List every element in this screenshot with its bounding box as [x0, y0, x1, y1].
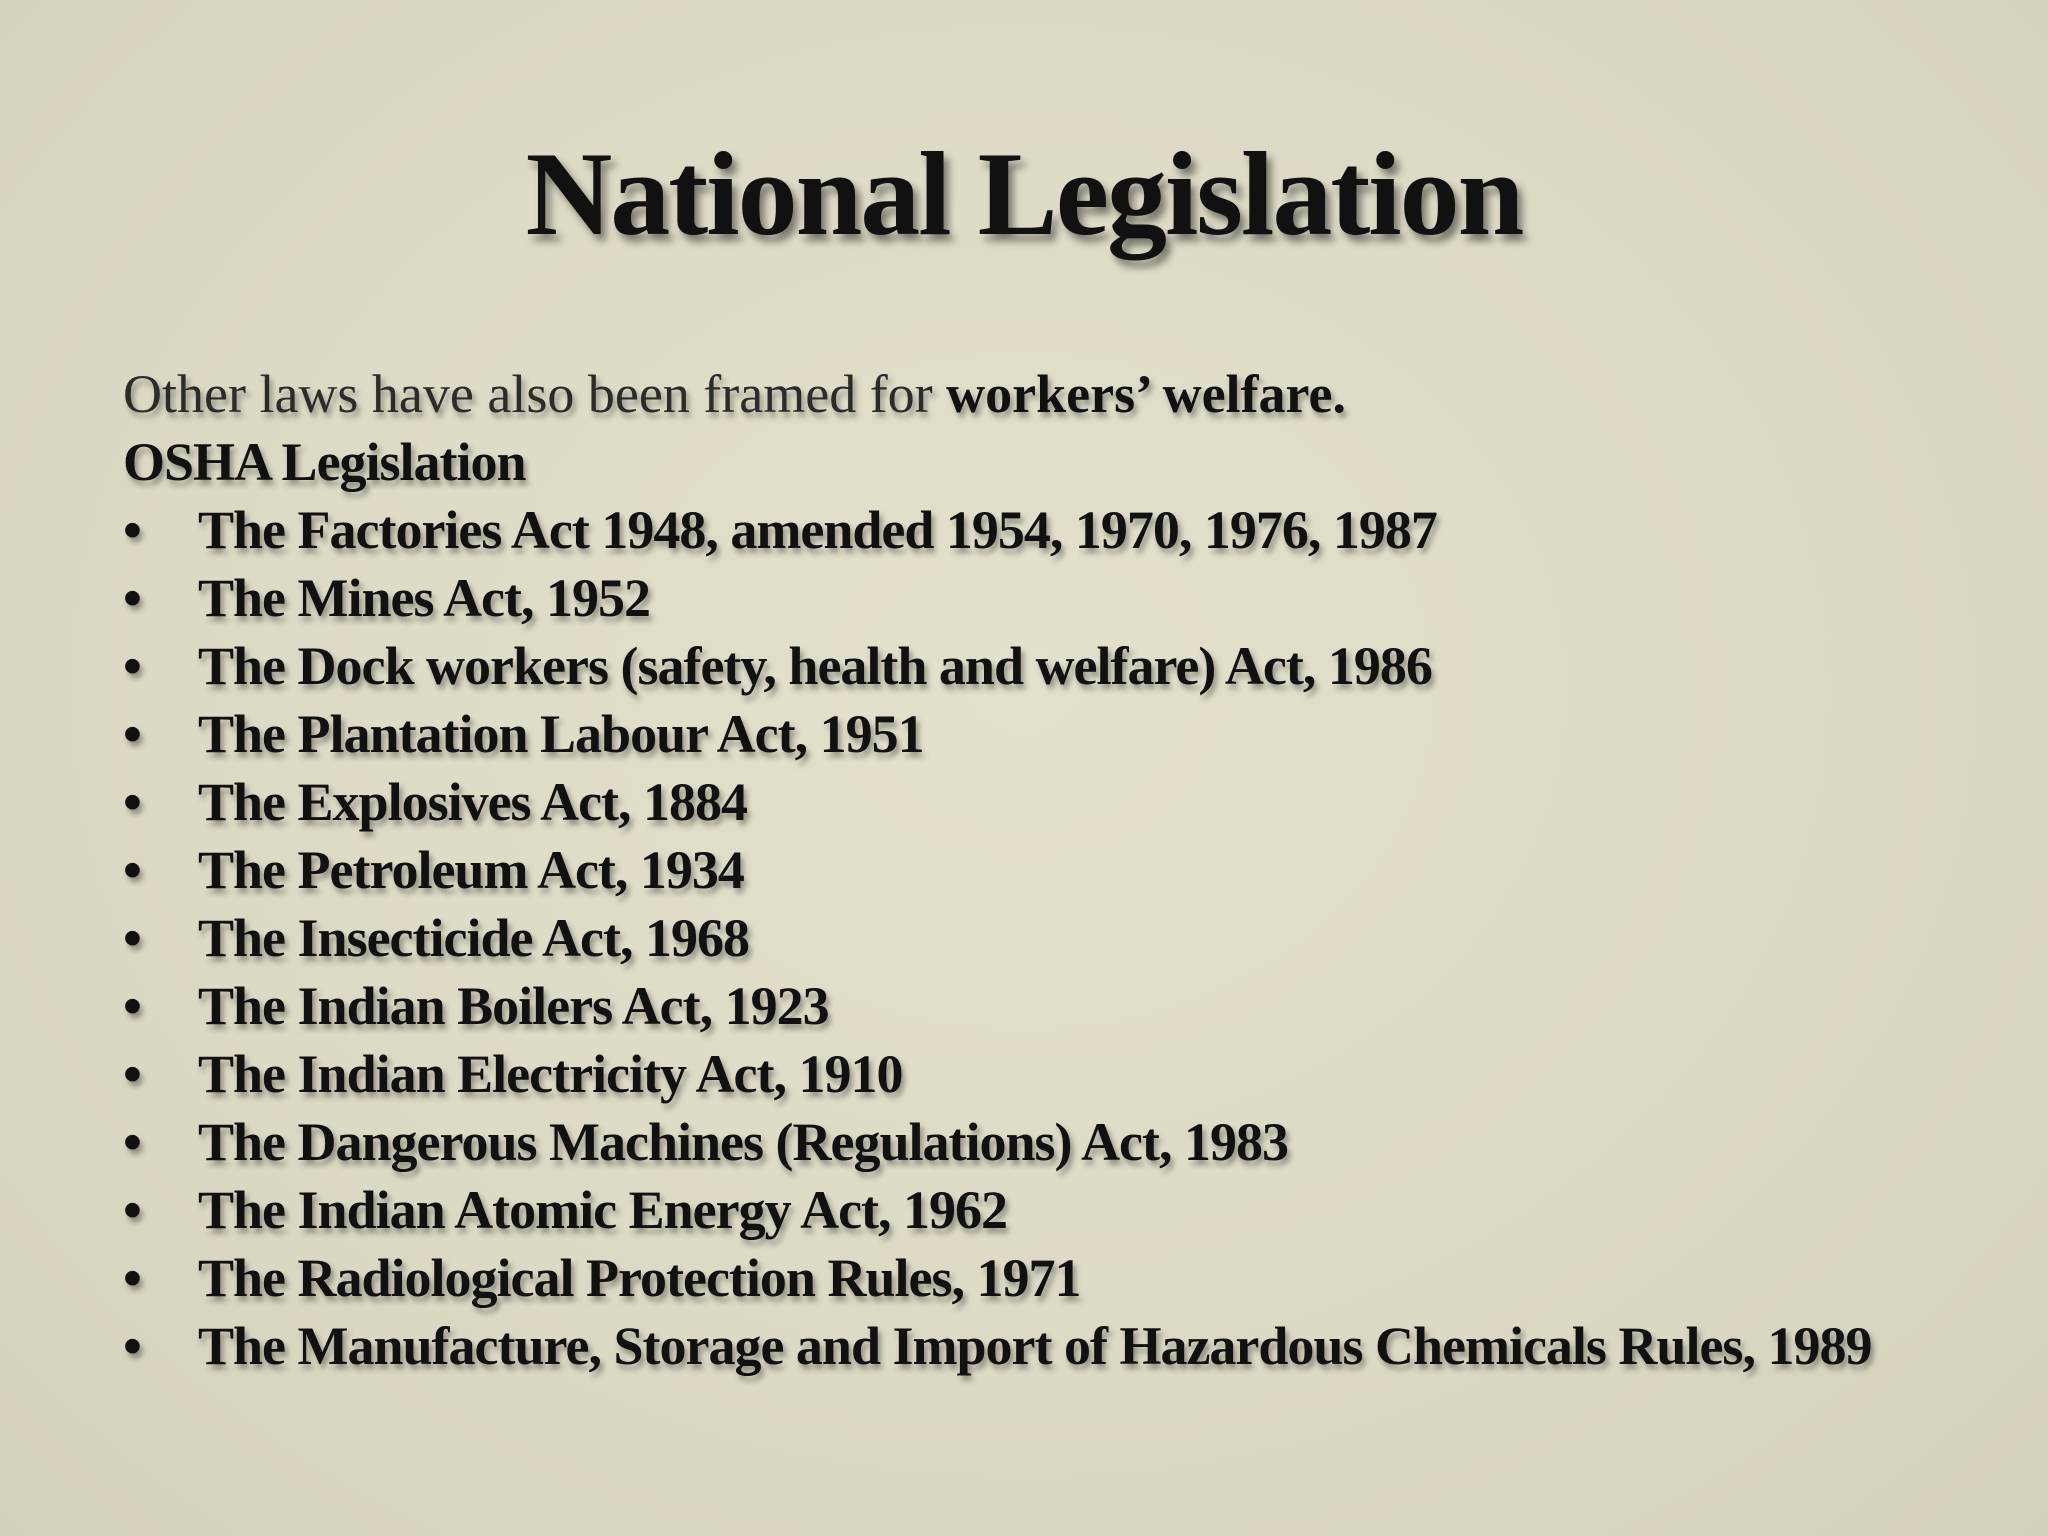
list-item [123, 496, 2003, 564]
list-item-text: The Insecticide Act, 1968 [198, 908, 749, 968]
slide-body [123, 360, 2003, 1380]
list-item [123, 1176, 2003, 1244]
list-item-text: The Dock workers (safety, health and welfare) Act, 1986 [198, 636, 1432, 696]
bullet-icon: • [123, 500, 141, 560]
bullet-icon: • [123, 1248, 141, 1308]
list-item [123, 836, 2003, 904]
list-item-text: The Factories Act 1948, amended 1954, 1970, 1976, 1987 [198, 500, 1437, 560]
list-item [123, 768, 2003, 836]
list-item [123, 1312, 2003, 1380]
bullet-icon: • [123, 908, 141, 968]
bullet-icon: • [123, 772, 141, 832]
bullet-icon: • [123, 1044, 141, 1104]
list-item-text: The Mines Act, 1952 [198, 568, 650, 628]
bullet-icon: • [123, 636, 141, 696]
intro-emphasis: workers’ welfare. [946, 364, 1347, 424]
bullet-icon: • [123, 1112, 141, 1172]
section-subheading: OSHA Legislation [123, 432, 526, 492]
list-item [123, 564, 2003, 632]
list-item [123, 1244, 2003, 1312]
list-item-text: The Indian Boilers Act, 1923 [198, 976, 829, 1036]
bullet-icon: • [123, 1316, 141, 1376]
list-item-text: The Dangerous Machines (Regulations) Act, 1983 [198, 1112, 1289, 1172]
bullet-icon: • [123, 704, 141, 764]
list-item [123, 1040, 2003, 1108]
intro-text: Other laws have also been framed for [123, 364, 947, 424]
intro-line [123, 360, 2003, 428]
list-item [123, 904, 2003, 972]
list-item [123, 972, 2003, 1040]
legislation-list [123, 496, 2003, 1380]
list-item-text: The Manufacture, Storage and Import of Hazardous Chemicals Rules, 1989 [198, 1316, 1872, 1376]
bullet-icon: • [123, 1180, 141, 1240]
list-item [123, 632, 2003, 700]
bullet-icon: • [123, 568, 141, 628]
bullet-icon: • [123, 976, 141, 1036]
list-item-text: The Petroleum Act, 1934 [198, 840, 744, 900]
slide-title: National Legislation [525, 127, 1523, 260]
list-item-text: The Radiological Protection Rules, 1971 [198, 1248, 1081, 1308]
list-item-text: The Indian Atomic Energy Act, 1962 [198, 1180, 1008, 1240]
list-item [123, 1108, 2003, 1176]
list-item-text: The Explosives Act, 1884 [198, 772, 748, 832]
list-item-text: The Plantation Labour Act, 1951 [198, 704, 924, 764]
list-item [123, 700, 2003, 768]
bullet-icon: • [123, 840, 141, 900]
list-item-text: The Indian Electricity Act, 1910 [198, 1044, 903, 1104]
